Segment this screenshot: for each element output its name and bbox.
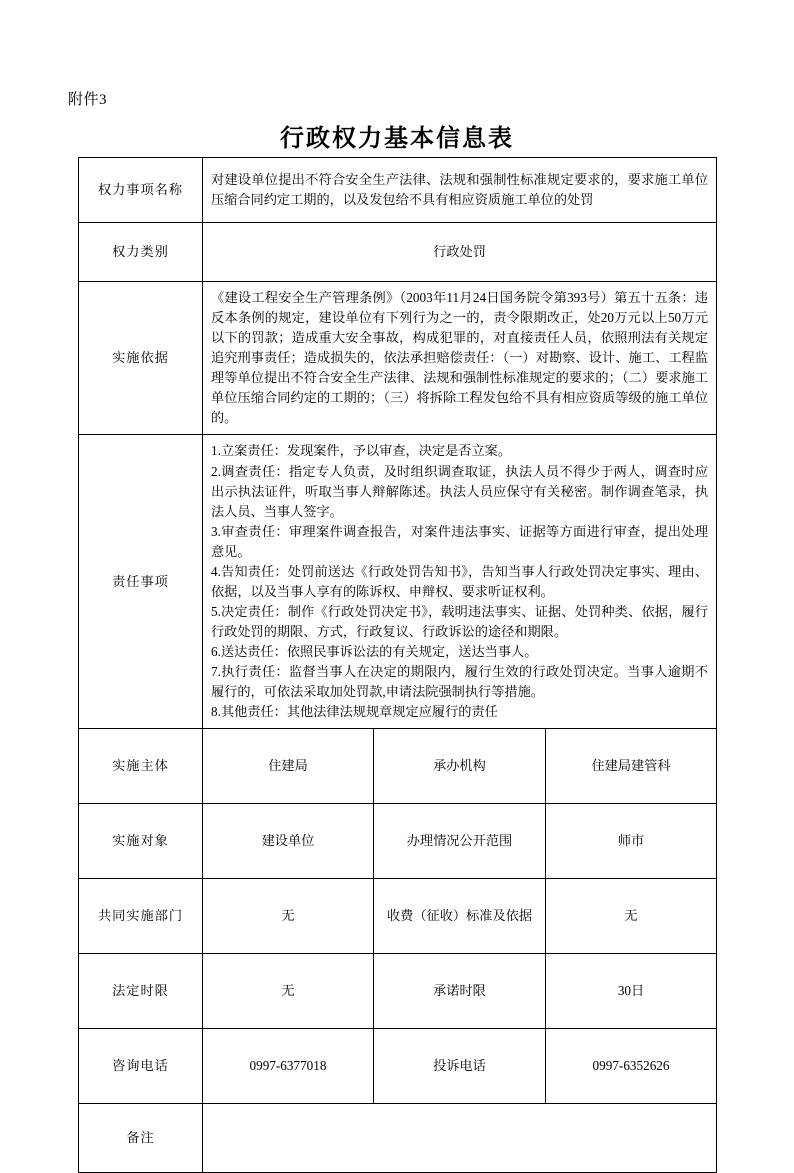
consult-phone-label: 咨询电话: [79, 1029, 203, 1104]
table-row-time-limit: [79, 954, 717, 1029]
handler-value: 住建局建管科: [546, 729, 717, 804]
remark-label: 备注: [79, 1104, 203, 1173]
promise-limit-value: 30日: [546, 954, 717, 1029]
subject-label: 实施主体: [79, 729, 203, 804]
attachment-label: 附件3: [68, 92, 108, 108]
fee-value: 无: [546, 879, 717, 954]
category-value: 行政处罚: [203, 223, 717, 282]
item-name-label: 权力事项名称: [79, 158, 203, 223]
disclosure-value: 师市: [546, 804, 717, 879]
legal-limit-value: 无: [203, 954, 374, 1029]
table-row-object: [79, 804, 717, 879]
duty-value: [203, 435, 717, 729]
duty-item: 1.立案责任：发现案件，予以审查，决定是否立案。: [211, 443, 512, 459]
joint-dept-label: 共同实施部门: [79, 879, 203, 954]
item-name-value: 对建设单位提出不符合安全生产法律、法规和强制性标准规定要求的，要求施工单位压缩合同约定工期的，以及发包给不具有相应资质施工单位的处罚: [203, 158, 717, 223]
complaint-phone-value: 0997-6352626: [546, 1029, 717, 1104]
subject-value: 住建局: [203, 729, 374, 804]
duty-item: 2.调查责任：指定专人负责，及时组织调查取证，执法人员不得少于两人，调查时应出示执法证件，听取当事人辩解陈述。执法人员应保守有关秘密。制作调查笔录，执法人员、当事人签字。: [211, 463, 709, 519]
promise-limit-label: 承诺时限: [374, 954, 546, 1029]
basis-value: 《建设工程安全生产管理条例》（2003年11月24日国务院令第393号）第五十五条：违反本条例的规定，建设单位有下列行为之一的，责令限期改正，处20万元以上50万元以下的罚款；造成重大安全事故，构成犯罪的，对直接责任人员，依照刑法有关规定追究刑事责任；造成损失的，依法承担赔偿责任：（一）对勘察、设计、施工、工程监理等单位提出不符合安全生产法律、法规和强制性标准规定的要求的；（二）要求施工单位压缩合同约定的工期的；（三）将拆除工程发包给不具有相应资质等级的施工单位的。: [203, 282, 717, 435]
consult-phone-value: 0997-6377018: [203, 1029, 374, 1104]
table-row-remark: [79, 1104, 717, 1173]
table-row-subject: [79, 729, 717, 804]
table-row-joint-dept: [79, 879, 717, 954]
duty-item: 8.其他责任：其他法律法规规章规定应履行的责任: [211, 704, 498, 720]
complaint-phone-label: 投诉电话: [374, 1029, 546, 1104]
table-row-duty: [79, 435, 717, 729]
handler-label: 承办机构: [374, 729, 546, 804]
power-info-table: [78, 157, 717, 1173]
object-value: 建设单位: [203, 804, 374, 879]
duty-label: 责任事项: [79, 435, 203, 729]
disclosure-label: 办理情况公开范围: [374, 804, 546, 879]
duty-item: 7.执行责任：监督当事人在决定的期限内，履行生效的行政处罚决定。当事人逾期不履行的，可依法采取加处罚款,申请法院强制执行等措施。: [211, 664, 709, 700]
category-label: 权力类别: [79, 223, 203, 282]
duty-item: 4.告知责任：处罚前送达《行政处罚告知书》，告知当事人行政处罚决定事实、理由、依据，以及当事人享有的陈诉权、申辩权、要求听证权利。: [211, 563, 709, 599]
remark-value: [203, 1104, 717, 1173]
object-label: 实施对象: [79, 804, 203, 879]
basis-label: 实施依据: [79, 282, 203, 435]
page-title: 行政权力基本信息表: [280, 126, 514, 152]
duty-item: 3.审查责任：审理案件调查报告，对案件违法事实、证据等方面进行审查，提出处理意见。: [211, 523, 709, 559]
duty-item: 5.决定责任：制作《行政处罚决定书》，载明违法事实、证据、处罚种类、依据，履行行政处罚的期限、方式，行政复议、行政诉讼的途径和期限。: [211, 603, 709, 639]
table-row-category: [79, 223, 717, 282]
table-row-phones: [79, 1029, 717, 1104]
legal-limit-label: 法定时限: [79, 954, 203, 1029]
joint-dept-value: 无: [203, 879, 374, 954]
table-row-item-name: [79, 158, 717, 223]
table-row-basis: [79, 282, 717, 435]
fee-label: 收费（征收）标准及依据: [374, 879, 546, 954]
duty-item: 6.送达责任：依照民事诉讼法的有关规定，送达当事人。: [211, 644, 538, 660]
